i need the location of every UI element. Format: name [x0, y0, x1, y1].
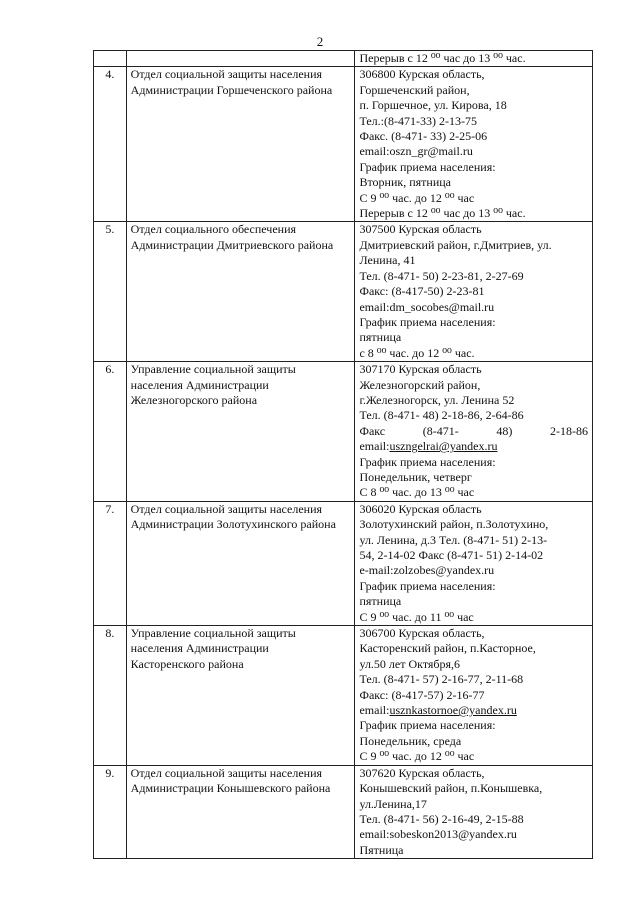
email-line: e-mail:zolzobes@yandex.ru [359, 563, 495, 578]
contact-line: С 9 ⁰⁰ час. до 12 ⁰⁰ час [359, 190, 475, 205]
contact-line: С 8 ⁰⁰ час. до 13 ⁰⁰ час [359, 485, 475, 500]
contact-line: Перерыв с 12 ⁰⁰ час до 13 ⁰⁰ час. [359, 51, 526, 65]
email-address: usznkastornoe@yandex.ru [389, 703, 517, 718]
department-name: Управление социальной защиты населения Администрации Железногорского района [130, 362, 296, 407]
department-name: Управление социальной защиты населения Администрации Касторенского района [130, 626, 296, 671]
contact-line: пятница [359, 330, 402, 345]
contact-line: Тел. (8-471- 50) 2-23-81, 2-27-69 [359, 268, 524, 283]
contact-info-cell [355, 362, 593, 502]
table-row [94, 765, 593, 858]
department-name: Отдел социальной защиты населения Администрации Горшеченского района [130, 67, 333, 97]
contact-line: Вторник, пятница [359, 175, 452, 190]
contact-line: С 9 ⁰⁰ час. до 12 ⁰⁰ час [359, 749, 475, 764]
contact-line: График приема населения: [359, 454, 496, 469]
email-line: email:uszngelrai@yandex.ru [359, 439, 498, 454]
contact-line: ул. Ленина, д.3 Тел. (8-471- 51) 2-13- [359, 532, 548, 547]
contact-line: Тел. (8-471- 56) 2-16-49, 2-15-88 [359, 811, 524, 826]
department-name-cell [126, 67, 355, 222]
row-number-cell: 6. [94, 362, 127, 502]
contact-line: Понедельник, четверг [359, 469, 472, 484]
contact-line: График приема населения: [359, 578, 496, 593]
department-name: Отдел социальной защиты населения Администрации Конышевского района [130, 765, 331, 796]
contact-line: График приема населения: [359, 159, 496, 174]
contact-line: Дмитриевский район, г.Дмитриев, ул. [359, 237, 552, 252]
contact-line: Золотухинский район, п.Золотухино, [359, 517, 549, 532]
contact-line: 307170 Курская область [359, 362, 482, 377]
contact-line: Тел.:(8-471-33) 2-13-75 [359, 113, 477, 128]
table-row [94, 501, 593, 625]
row-number-cell: 7. [94, 501, 127, 625]
contact-info-cell [355, 67, 593, 222]
row-number-cell: 4. [94, 67, 127, 222]
contact-line: Тел. (8-471- 57) 2-16-77, 2-11-68 [359, 672, 524, 687]
department-name-cell [126, 222, 355, 362]
contact-line: Перерыв с 12 ⁰⁰ час до 13 ⁰⁰ час. [359, 206, 526, 221]
contact-line: Касторенский район, п.Касторное, [359, 641, 536, 656]
email-line: email:usznkastornoe@yandex.ru [359, 703, 517, 718]
contact-info-cell [355, 501, 593, 625]
contact-line: Пятница [359, 842, 404, 857]
contact-line: 306700 Курская область, [359, 626, 485, 641]
contact-line: Факс (8-471- 48) 2-18-86 [359, 423, 588, 438]
row-number-cell: 9. [94, 765, 127, 858]
row-number-cell: 5. [94, 222, 127, 362]
departments-table [93, 50, 593, 859]
table-row [94, 626, 593, 766]
table-row [94, 222, 593, 362]
department-name: Отдел социальной защиты населения Администрации Золотухинского района [130, 501, 336, 532]
department-name-cell [126, 501, 355, 625]
contact-line: Железногорский район, [359, 377, 481, 392]
page-number: 2 [316, 34, 324, 49]
email-address: uszngelrai@yandex.ru [389, 439, 498, 454]
contact-line: Факс: (8-417-50) 2-23-81 [359, 284, 485, 299]
row-number-cell [94, 51, 127, 67]
contact-line: 306800 Курская область, [359, 67, 485, 82]
contact-line: Конышевский район, п.Конышевка, [359, 781, 543, 796]
contact-line: Понедельник, среда [359, 733, 462, 748]
contact-info-cell [355, 626, 593, 766]
table-row [94, 51, 593, 67]
contact-line: п. Горшечное, ул. Кирова, 18 [359, 98, 507, 113]
contact-line: Факс. (8-471- 33) 2-25-06 [359, 129, 488, 144]
contact-line: ул.50 лет Октября,6 [359, 656, 461, 671]
email-line: email:dm_socobes@mail.ru [359, 299, 495, 314]
contact-line: Ленина, 41 [359, 253, 416, 268]
contact-line: 307500 Курская область [359, 222, 482, 237]
contact-line: 307620 Курская область, [359, 765, 485, 780]
email-line: email:sobeskon2013@yandex.ru [359, 827, 517, 842]
contact-line: Факс: (8-417-57) 2-16-77 [359, 687, 485, 702]
contact-line: Горшеченский район, [359, 82, 470, 97]
department-name-cell [126, 626, 355, 766]
table-row [94, 67, 593, 222]
contact-line: 306020 Курская область [359, 501, 482, 516]
department-name: Отдел социального обеспечения Администрации Дмитриевского района [130, 222, 334, 252]
contact-line: пятница [359, 594, 402, 609]
contact-line: Тел. (8-471- 48) 2-18-86, 2-64-86 [359, 408, 524, 423]
contact-line: г.Железногорск, ул. Ленина 52 [359, 392, 515, 407]
row-number-cell: 8. [94, 626, 127, 766]
contact-info-cell [355, 765, 593, 858]
email-line: email:oszn_gr@mail.ru [359, 144, 473, 159]
contact-line: График приема населения: [359, 314, 496, 329]
contact-info-cell [355, 222, 593, 362]
contact-info-cell [355, 51, 593, 67]
contact-line: ул.Ленина,17 [359, 796, 427, 811]
department-name-cell [126, 51, 355, 67]
department-name-cell [126, 362, 355, 502]
contact-line: с 8 ⁰⁰ час. до 12 ⁰⁰ час. [359, 345, 475, 360]
contact-line: 54, 2-14-02 Факс (8-471- 51) 2-14-02 [359, 548, 544, 562]
table-row [94, 362, 593, 502]
contact-line: С 9 ⁰⁰ час. до 11 ⁰⁰ час [359, 609, 474, 624]
department-name-cell [126, 765, 355, 858]
contact-line: График приема населения: [359, 718, 496, 733]
